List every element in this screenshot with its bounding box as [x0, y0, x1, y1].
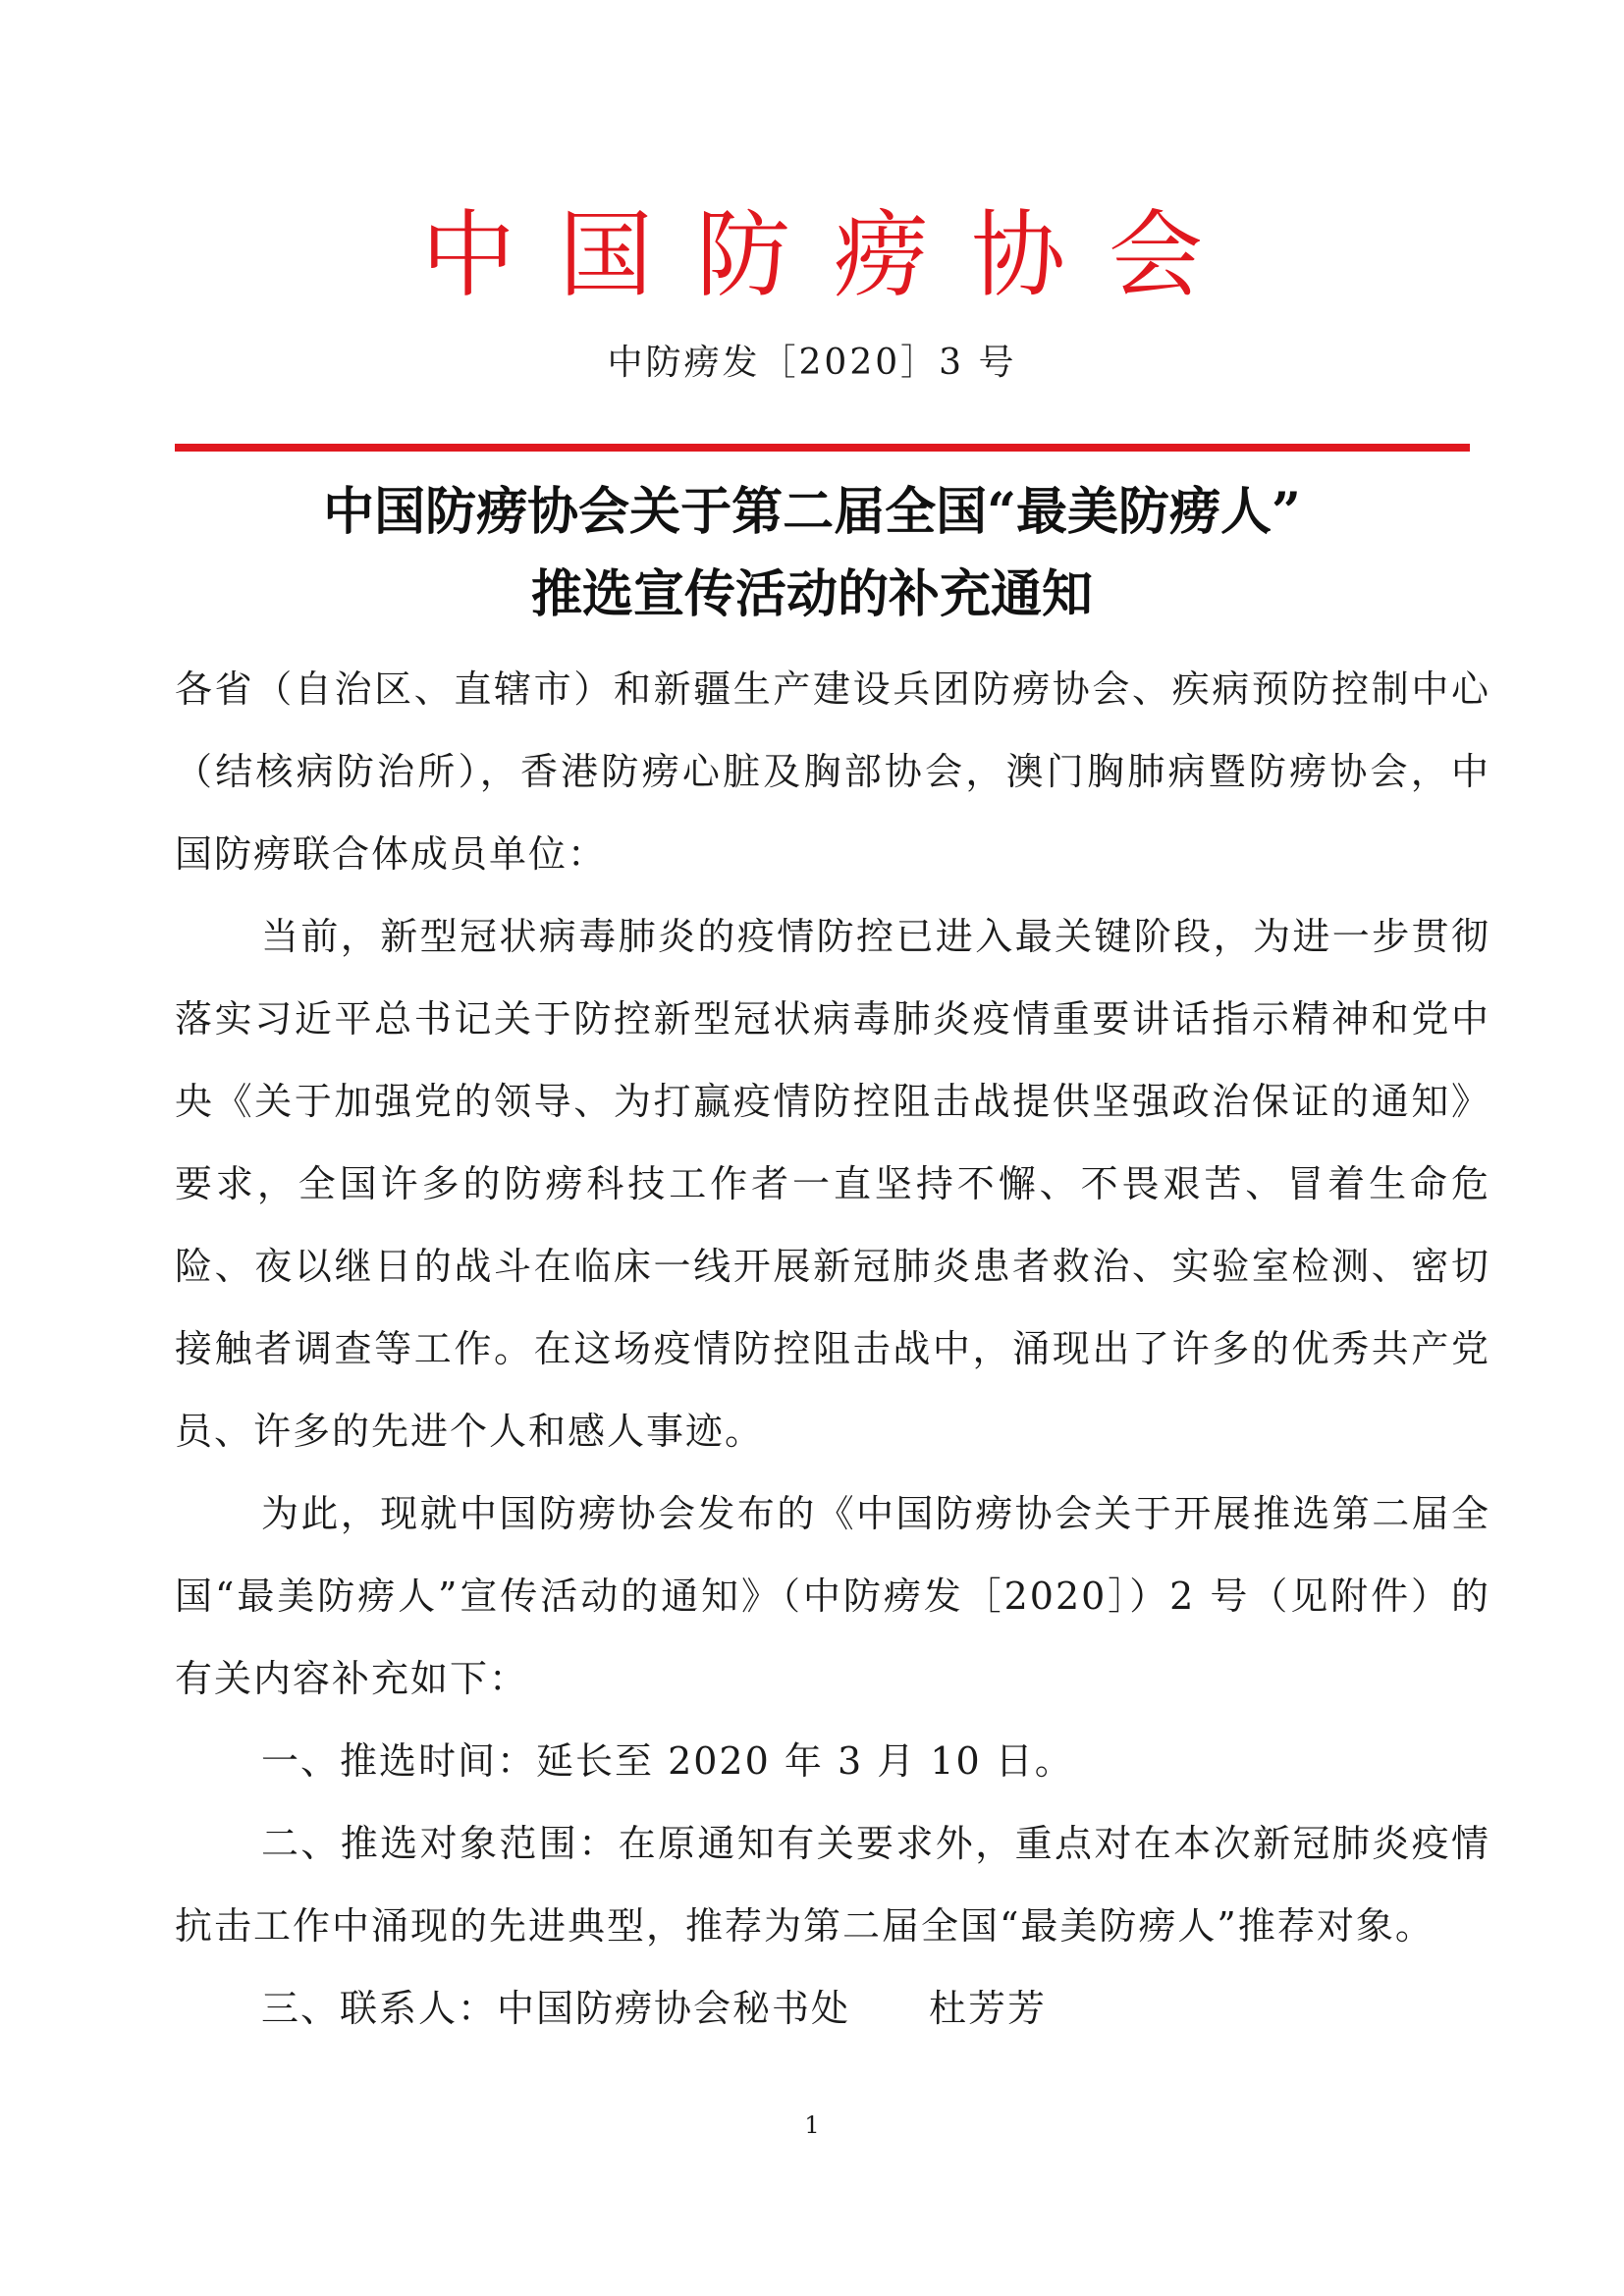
body-paragraph-2: 为此，现就中国防痨协会发布的《中国防痨协会关于开展推选第二届全国“最美防痨人”宣传活动的通知》（中防痨发［2020］）2 号（见附件）的有关内容补充如下：: [175, 1492, 1490, 1700]
organization-title: 中国防痨协会: [421, 200, 1246, 310]
salutation: 各省（自治区、直辖市）和新疆生产建设兵团防痨协会、疾病预防控制中心（结核病防治所），香港防痨心脏及胸部协会，澳门胸肺病暨防痨协会，中国防痨联合体成员单位：: [175, 667, 1490, 876]
page-number: 1: [804, 2111, 820, 2139]
item-selection-time: 一、推选时间：延长至 2020 年 3 月 10 日。: [261, 1739, 1074, 1783]
document-number: 中防痨发［2020］3 号: [607, 343, 1017, 383]
notice-title: [0, 471, 1624, 636]
notice-title-line-2: 推选宣传活动的补充通知: [530, 564, 1093, 624]
red-divider-line: [175, 444, 1470, 452]
item-selection-scope: 二、推选对象范围：在原通知有关要求外，重点对在本次新冠肺炎疫情抗击工作中涌现的先进典型，推荐为第二届全国“最美防痨人”推荐对象。: [175, 1822, 1490, 1948]
notice-body: [175, 648, 1490, 2050]
body-paragraph-1: 当前，新型冠状病毒肺炎的疫情防控已进入最关键阶段，为进一步贯彻落实习近平总书记关于防控新型冠状病毒肺炎疫情重要讲话指示精神和党中央《关于加强党的领导、为打赢疫情防控阻击战提供坚强政治保证的通知》要求，全国许多的防痨科技工作者一直坚持不懈、不畏艰苦、冒着生命危险、夜以继日的战斗在临床一线开展新冠肺炎患者救治、实验室检测、密切接触者调查等工作。在这场疫情防控阻击战中，涌现出了许多的优秀共产党员、许多的先进个人和感人事迹。: [175, 915, 1490, 1453]
notice-title-line-1: 中国防痨协会关于第二届全国“最美防痨人”: [323, 482, 1301, 542]
item-contact-person: 三、联系人：中国防痨协会秘书处 杜芳芳: [261, 1987, 1048, 2030]
